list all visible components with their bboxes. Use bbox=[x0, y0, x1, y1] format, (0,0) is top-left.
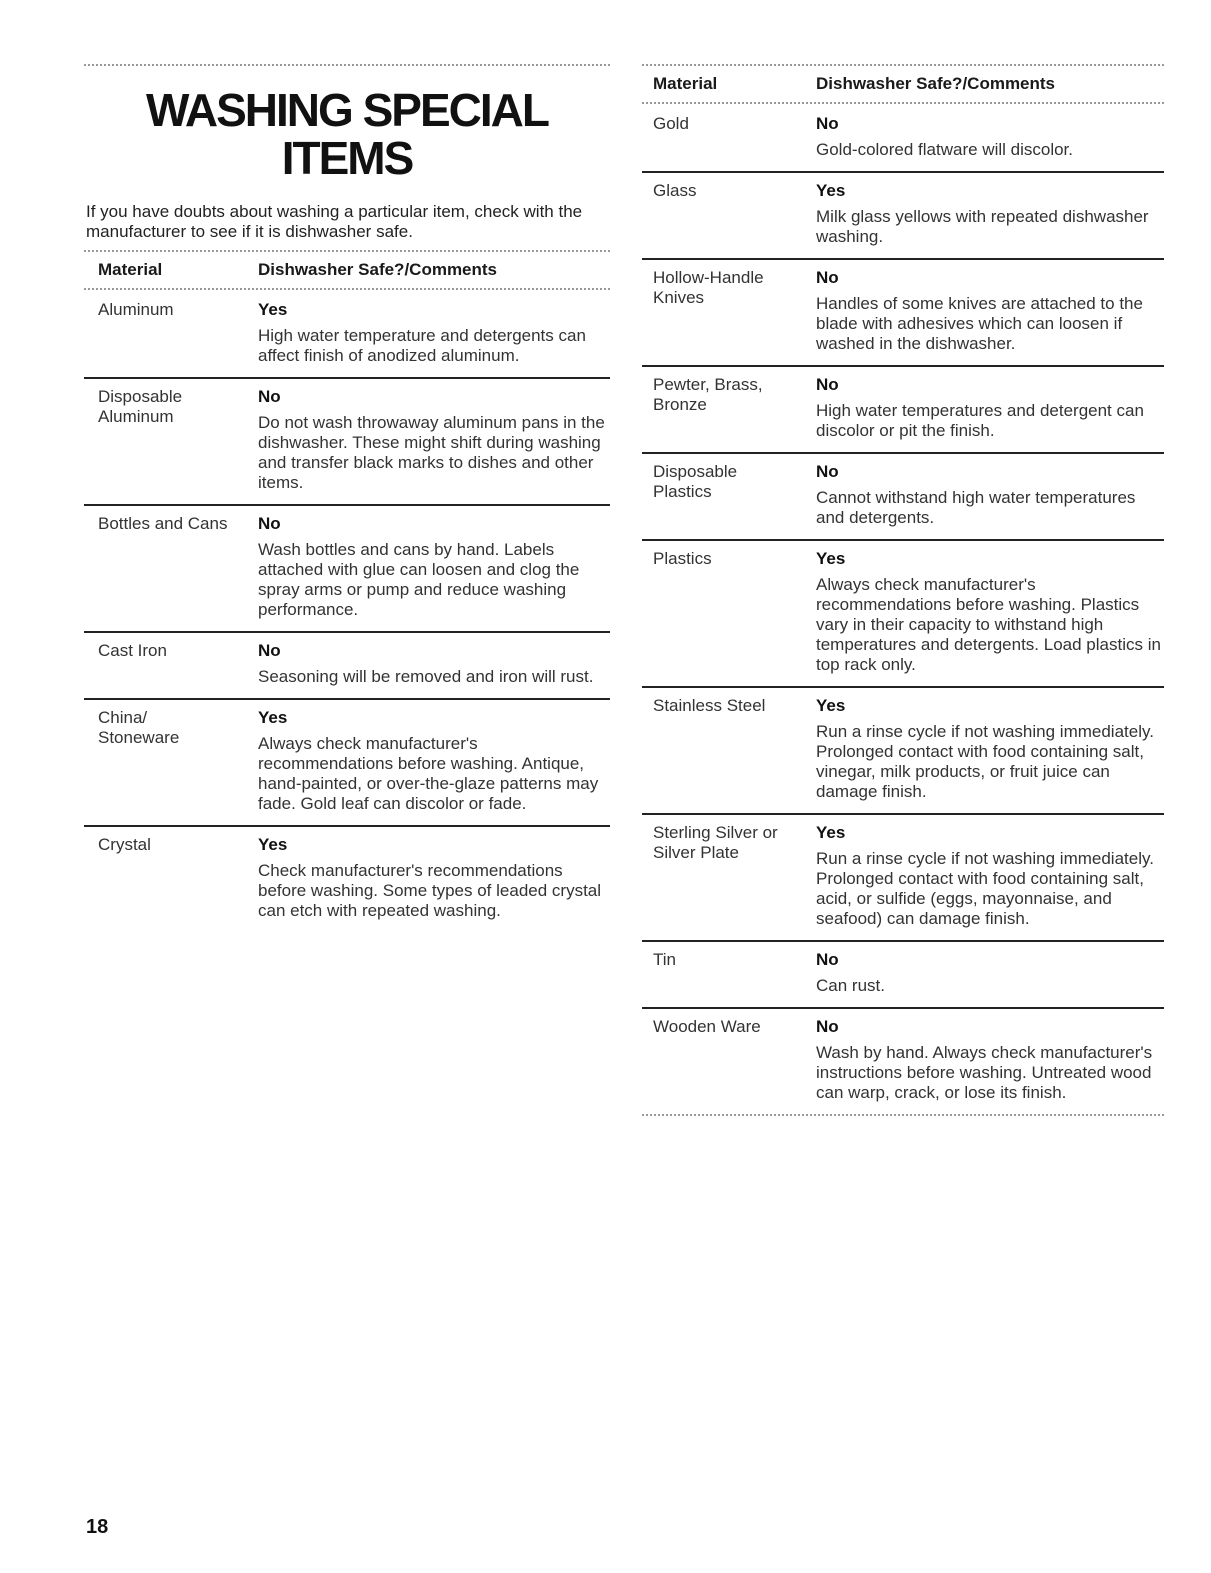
safe-value: No bbox=[816, 950, 839, 969]
material-cell: Tin bbox=[653, 950, 676, 969]
comments-cell bbox=[816, 181, 1164, 247]
table-row bbox=[642, 106, 1164, 173]
comments-cell bbox=[816, 462, 1164, 528]
material-cell: Wooden Ware bbox=[653, 1017, 761, 1036]
comment-text: Run a rinse cycle if not washing immediately. Prolonged contact with food containing salt, vinegar, milk products, or fruit juice can damage finish. bbox=[816, 722, 1154, 801]
comments-cell bbox=[258, 387, 610, 493]
table-top-rule bbox=[84, 250, 610, 254]
table-row bbox=[84, 379, 610, 506]
right-table-header bbox=[642, 68, 1164, 102]
comment-text: Wash by hand. Always check manufacturer's instructions before washing. Untreated wood can warp, crack, or lose its finish. bbox=[816, 1043, 1153, 1102]
table-row bbox=[642, 942, 1164, 1009]
comment-text: High water temperatures and detergent can discolor or pit the finish. bbox=[816, 401, 1144, 440]
comments-cell bbox=[258, 835, 610, 921]
left-table bbox=[84, 292, 610, 932]
right-bottom-rule bbox=[642, 1114, 1164, 1118]
safe-value: No bbox=[258, 641, 281, 660]
material-cell: Stainless Steel bbox=[653, 696, 766, 715]
comment-text: Always check manufacturer's recommendations before washing. Plastics vary in their capacity to withstand high temperatures and detergents. Load plastics in top rack only. bbox=[816, 575, 1161, 674]
top-rule bbox=[84, 64, 610, 68]
comment-text: Gold-colored flatware will discolor. bbox=[816, 140, 1073, 159]
right-column bbox=[642, 64, 1164, 1118]
header-comments: Dishwasher Safe?/Comments bbox=[258, 260, 498, 279]
comments-cell bbox=[258, 708, 610, 814]
safe-value: Yes bbox=[816, 549, 846, 568]
comment-text: High water temperature and detergents can affect finish of anodized aluminum. bbox=[258, 326, 586, 365]
comments-cell bbox=[816, 823, 1164, 929]
material-cell: Plastics bbox=[653, 549, 712, 568]
right-table bbox=[642, 106, 1164, 1114]
table-header bbox=[84, 254, 610, 288]
table-row bbox=[642, 688, 1164, 815]
safe-value: Yes bbox=[258, 835, 288, 854]
table-row bbox=[642, 1009, 1164, 1114]
comments-cell bbox=[816, 375, 1164, 441]
material-cell: Pewter, Brass, Bronze bbox=[653, 375, 763, 414]
material-cell: Sterling Silver or Silver Plate bbox=[653, 823, 778, 862]
table-row bbox=[642, 541, 1164, 688]
material-cell: Disposable Plastics bbox=[653, 462, 738, 501]
header-material: Material bbox=[653, 74, 718, 93]
comment-text: Cannot withstand high water temperatures and detergents. bbox=[816, 488, 1136, 527]
material-cell: Disposable Aluminum bbox=[98, 387, 183, 426]
material-cell: Cast Iron bbox=[98, 641, 167, 660]
comments-cell bbox=[258, 514, 610, 620]
comment-text: Wash bottles and cans by hand. Labels attached with glue can loosen and clog the spray arms or pump and reduce washing performance. bbox=[258, 540, 580, 619]
comments-cell bbox=[816, 696, 1164, 802]
table-row bbox=[642, 454, 1164, 541]
comments-cell bbox=[816, 114, 1164, 160]
safe-value: No bbox=[816, 268, 839, 287]
table-row bbox=[642, 367, 1164, 454]
comment-text: Handles of some knives are attached to the blade with adhesives which can loosen if washed in the dishwasher. bbox=[816, 294, 1143, 353]
comments-cell bbox=[816, 268, 1164, 354]
safe-value: Yes bbox=[816, 696, 846, 715]
material-cell: Bottles and Cans bbox=[98, 514, 228, 533]
safe-value: No bbox=[258, 387, 281, 406]
comment-text: Can rust. bbox=[816, 976, 885, 995]
material-cell: China/ Stoneware bbox=[98, 708, 180, 747]
comments-cell bbox=[258, 641, 610, 687]
comment-text: Do not wash throwaway aluminum pans in the dishwasher. These might shift during washing and transfer black marks to dishes and other items. bbox=[258, 413, 605, 492]
safe-value: No bbox=[816, 375, 839, 394]
safe-value: No bbox=[816, 1017, 839, 1036]
comments-cell bbox=[258, 300, 610, 366]
comment-text: Run a rinse cycle if not washing immediately. Prolonged contact with food containing salt, acid, or sulfide (eggs, mayonnaise, and seafood) can damage finish. bbox=[816, 849, 1154, 928]
comment-text: Milk glass yellows with repeated dishwasher washing. bbox=[816, 207, 1149, 246]
table-row bbox=[84, 700, 610, 827]
safe-value: No bbox=[816, 462, 839, 481]
material-cell: Crystal bbox=[98, 835, 151, 854]
page-title-block bbox=[84, 86, 610, 182]
table-row bbox=[642, 815, 1164, 942]
material-cell: Glass bbox=[653, 181, 697, 200]
material-cell: Gold bbox=[653, 114, 689, 133]
safe-value: No bbox=[258, 514, 281, 533]
right-top-rule bbox=[642, 64, 1164, 68]
page-title-line2: ITEMS bbox=[281, 132, 413, 184]
page-number: 18 bbox=[86, 1516, 109, 1538]
comment-text: Always check manufacturer's recommendations before washing. Antique, hand-painted, or over-the-glaze patterns may fade. Gold leaf can discolor or fade. bbox=[258, 734, 599, 813]
comment-text: Check manufacturer's recommendations before washing. Some types of leaded crystal can etch with repeated washing. bbox=[258, 861, 602, 920]
safe-value: No bbox=[816, 114, 839, 133]
left-column bbox=[84, 64, 610, 932]
intro-text: If you have doubts about washing a particular item, check with the manufacturer to see if it is dishwasher safe. bbox=[86, 202, 583, 241]
safe-value: Yes bbox=[258, 300, 288, 319]
material-cell: Aluminum bbox=[98, 300, 174, 319]
material-cell: Hollow-Handle Knives bbox=[653, 268, 764, 307]
table-row bbox=[84, 633, 610, 700]
table-row bbox=[84, 292, 610, 379]
table-row bbox=[642, 173, 1164, 260]
page-title-line1: WASHING SPECIAL bbox=[146, 84, 548, 136]
header-comments: Dishwasher Safe?/Comments bbox=[816, 74, 1056, 93]
header-material: Material bbox=[98, 260, 163, 279]
table-row bbox=[84, 827, 610, 932]
comment-text: Seasoning will be removed and iron will rust. bbox=[258, 667, 594, 686]
header-rule bbox=[84, 288, 610, 292]
safe-value: Yes bbox=[816, 823, 846, 842]
safe-value: Yes bbox=[258, 708, 288, 727]
comments-cell bbox=[816, 1017, 1164, 1103]
safe-value: Yes bbox=[816, 181, 846, 200]
right-header-rule bbox=[642, 102, 1164, 106]
table-row bbox=[642, 260, 1164, 367]
table-row bbox=[84, 506, 610, 633]
comments-cell bbox=[816, 950, 1164, 996]
comments-cell bbox=[816, 549, 1164, 675]
